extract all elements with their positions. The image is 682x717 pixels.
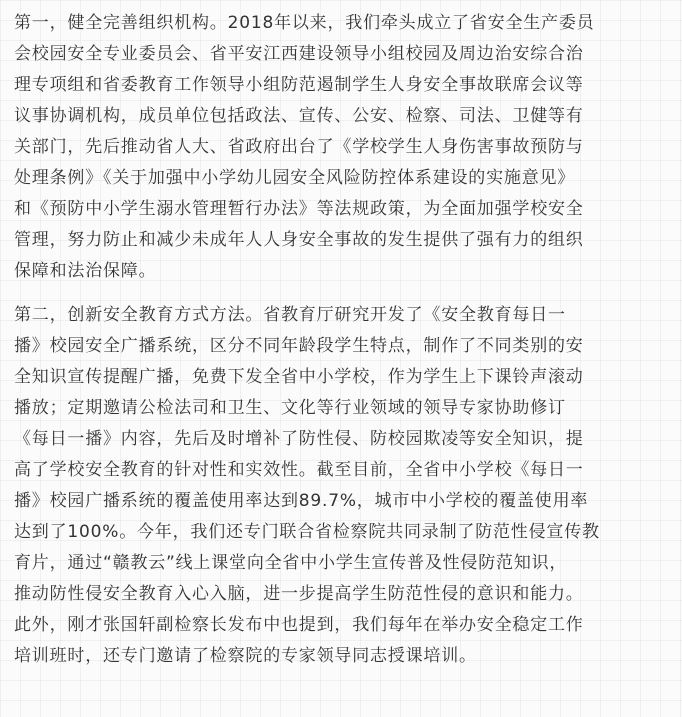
text-line: 第一，健全完善组织机构。2018年以来，我们牵头成立了省安全生产委员 <box>14 13 595 33</box>
article-body <box>14 8 666 672</box>
text-line: 播》校园安全广播系统，区分不同年龄段学生特点，制作了不同类别的安 <box>14 336 584 356</box>
text-line: 理专项组和省委教育工作领导小组防范遏制学生人身安全事故联席会议等 <box>14 75 584 95</box>
text-line: 议事协调机构，成员单位包括政法、宣传、公安、检察、司法、卫健等有 <box>14 106 584 126</box>
text-line: 播放；定期邀请公检法司和卫生、文化等行业领域的领导专家协助修订 <box>14 398 566 418</box>
text-line: 处理条例》《关于加强中小学幼儿园安全风险防控体系建设的实施意见》 <box>14 168 576 188</box>
text-line: 和《预防中小学生溺水管理暂行办法》等法规政策，为全面加强学校安全 <box>14 199 584 219</box>
text-line: 全知识宣传提醒广播，免费下发全省中小学校，作为学生上下课铃声滚动 <box>14 367 584 387</box>
text-line: 关部门，先后推动省人大、省政府出台了《学校学生人身伤害事故预防与 <box>14 137 584 157</box>
text-line: 管理，努力防止和减少未成年人人身安全事故的发生提供了强有力的组织 <box>14 230 584 250</box>
text-line: 育片，通过“赣教云”线上课堂向全省中小学生宣传普及性侵防范知识， <box>14 553 568 573</box>
text-line: 会校园安全专业委员会、省平安江西建设领导小组校园及周边治安综合治 <box>14 44 584 64</box>
text-line: 推动防性侵安全教育入心入脑，进一步提高学生防范性侵的意识和能力。 <box>14 584 584 604</box>
text-line: 《每日一播》内容，先后及时增补了防性侵、防校园欺凌等安全知识，提 <box>14 429 584 449</box>
text-line: 保障和法治保障。 <box>14 261 157 281</box>
text-line: 播》校园广播系统的覆盖使用率达到89.7%，城市中小学校的覆盖使用率 <box>14 491 589 511</box>
text-line: 高了学校安全教育的针对性和实效性。截至目前，全省中小学校《每日一 <box>14 460 584 480</box>
text-line: 达到了100%。今年，我们还专门联合省检察院共同录制了防范性侵宣传教 <box>14 522 600 542</box>
text-line: 培训班时，还专门邀请了检察院的专家领导同志授课培训。 <box>14 646 477 666</box>
text-line: 第二，创新安全教育方式方法。省教育厅研究开发了《安全教育每日一 <box>14 305 566 325</box>
paragraph-education-methods <box>14 300 666 672</box>
text-line: 此外，刚才张国轩副检察长发布中也提到，我们每年在举办安全稳定工作 <box>14 615 584 635</box>
paragraph-organization <box>14 8 666 287</box>
